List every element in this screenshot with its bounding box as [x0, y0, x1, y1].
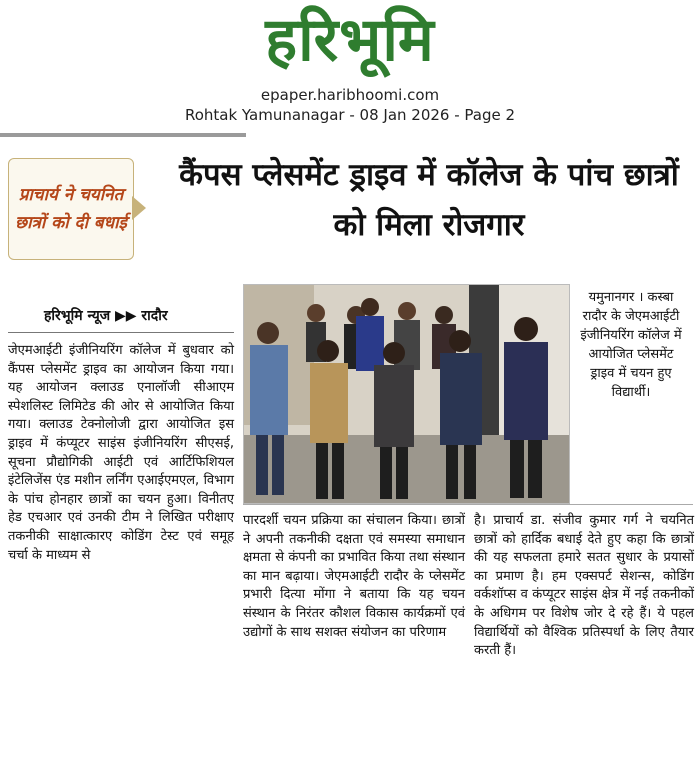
masthead [0, 0, 700, 84]
article-column-2: पारदर्शी चयन प्रक्रिया का संचालन किया। छात्रों ने अपनी तकनीकी दक्षता एवं समस्या समाधान क्षमता से कंपनी का प्रभावित किया तथा संस्थान का मान बढ़ाया। जेएमआईटी रादौर के प्लेसमेंट प्रभारी दित्या मोंगा ने बताया कि यह चयन संस्थान के निरंतर कौशल विकास कार्यक्रमों एवं उद्योगों के साथ सशक्त संयोजन का परिणाम [243, 513, 465, 640]
kicker-text: प्राचार्य ने चयनित छात्रों को दी बधाई [15, 185, 127, 233]
divider [0, 133, 246, 137]
newspaper-logo: हरिभूमि [265, 5, 435, 75]
article-photo [243, 284, 570, 504]
article-column-1: जेएमआईटी इंजीनियरिंग कॉलेज में बुधवार को कैंपस प्लेसमेंट ड्राइव का आयोजन किया गया। यह आयोजन क्लाउड एनालॉजी सीआएम स्पेशलिस्ट लिमिटेड की ओर से आयोजित किया गया। क्लाउड टेक्नोलोजी द्वारा आयोजित इस ड्राइव में कंप्यूटर साइंस इंजीनियरिंग सीएसई, सूचना प्रौद्योगिकी आईटी एवं आर्टिफिशियल इंटेलिजेंस एंड मशीन लर्निंग एआईएमएल, विभाग के पांच होनहार छात्रों का चयन हुआ। विनीतए हेड एचआर एवं उनकी टीम ने लिखित परीक्षाए तकनीकी साक्षात्कारए कोडिंग टेस्ट एवं समूह चर्चा के माध्यम से [8, 343, 234, 563]
divider [8, 332, 234, 333]
byline: हरिभूमि न्यूज ▶▶ रादौर [44, 308, 168, 324]
group-photo-icon [244, 285, 569, 503]
photo-caption: यमुनानगर । कस्बा रादौर के जेएमआईटी इंजीनियरिंग कॉलेज में आयोजित प्लेसमेंट ड्राइव में चयन हुए विद्यार्थी। [580, 290, 682, 400]
article-headline: कैंपस प्लेसमेंट ड्राइव में कॉलेज के पांच छात्रों को मिला रोजगार [179, 157, 679, 243]
divider [243, 504, 693, 505]
article-column-3: है। प्राचार्य डा. संजीव कुमार गर्ग ने चयनित छात्रों को हार्दिक बधाई देते हुए कहा कि छात्रों की यह सफलता हमारे सतत सुधार के प्रयासों का प्रमाण है। हम एक्सपर्ट सेशन्स, कोडिंग वर्कशॉप्स व कंप्यूटर साइंस क्षेत्र में नई तकनीकों के अधिगम पर विशेष जोर दे रहे हैं। ये पहल विद्यार्थियों को वैश्विक प्रतिस्पर्धा के लिए तैयार करती हैं। [474, 513, 694, 659]
edition-info: Rohtak Yamunanagar - 08 Jan 2026 - Page 2 [184, 106, 516, 124]
kicker-pointer-icon [132, 196, 146, 220]
kicker-box [8, 158, 134, 260]
epaper-url[interactable]: epaper.haribhoomi.com [260, 86, 440, 104]
